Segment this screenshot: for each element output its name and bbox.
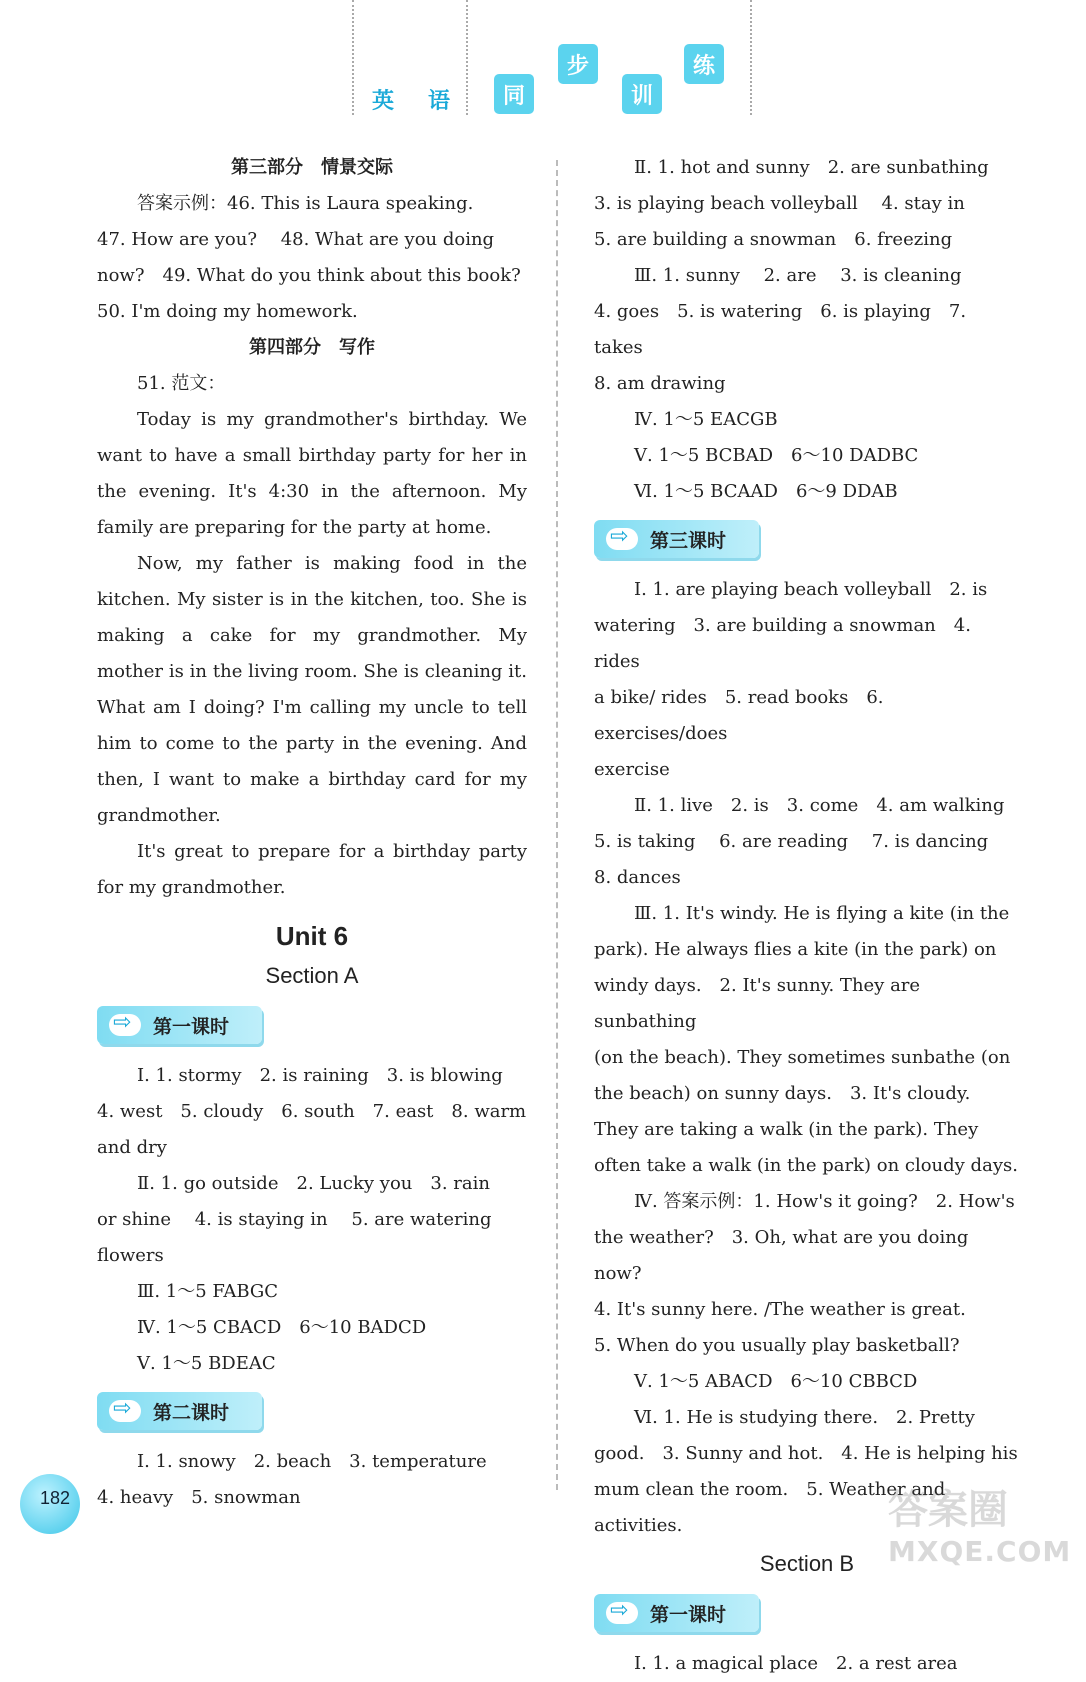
answer-line: Ⅲ. 1. It's windy. He is flying a kite (in the [634,903,1010,924]
answer-line: 5. is taking 6. are reading 7. is dancing [594,831,989,852]
answer-line: windy days. 2. It's sunny. They are sunbathing [594,975,921,1032]
answer-line: 8. am drawing [594,373,726,394]
answer-line: Ⅱ. 1. go outside 2. Lucky you 3. rain [137,1173,490,1194]
watermark-top: 答案圈 [888,1487,1008,1533]
section-a-title: Section A [265,963,359,988]
answer-line: Ⅰ. 1. a magical place 2. a rest area [634,1653,958,1674]
answer-line: park). He always flies a kite (in the park) on [594,939,997,960]
answer-line: Ⅵ. 1～5 BCAAD 6～9 DDAB [634,481,898,502]
answer-line: 4. west 5. cloudy 6. south 7. east 8. warm [97,1101,527,1122]
part3-line: 答案示例：46. This is Laura speaking. [137,193,474,214]
answer-line: 4. It's sunny here. /The weather is great. [594,1299,966,1320]
part3-heading: 第三部分 情景交际 [231,157,393,178]
answer-line: Ⅳ. 1～5 CBACD 6～10 BADCD [137,1317,427,1338]
header-rule-mid [466,0,468,115]
header-tile-4: 练 [684,44,724,84]
lesson-banner-label: 第二课时 [153,1401,230,1424]
answer-line: Ⅰ. 1. are playing beach volleyball 2. is [634,579,988,600]
left-column [97,150,527,1516]
lesson-banner-2 [97,1392,262,1430]
answer-line: Ⅴ. 1～5 ABACD 6～10 CBBCD [634,1371,918,1392]
page-header [0,0,1086,130]
arrow-right-icon [109,1014,141,1036]
watermark-logo [888,1478,1072,1588]
header-tile-3: 训 [622,74,662,114]
answer-line: Ⅴ. 1～5 BDEAC [137,1353,276,1374]
header-subject-char-1: 英 [372,89,395,114]
answer-line: or shine 4. is staying in 5. are watering [97,1209,492,1230]
part3-line: 50. I'm doing my homework. [97,301,358,322]
right-column [594,150,1020,1682]
answer-line: Ⅳ. 答案示例：1. How's it going? 2. How's [634,1191,1015,1212]
unit-title: Unit 6 [275,921,349,951]
header-rule-right [750,0,752,115]
answer-line: Ⅰ. 1. snowy 2. beach 3. temperature [137,1451,487,1472]
header-rule-left [352,0,354,115]
answer-line: 8. dances [594,867,681,888]
lesson-banner-label: 第三课时 [650,529,727,552]
header-tile-1: 同 [494,74,534,114]
section-b-title: Section B [759,1551,855,1576]
answer-line: flowers [97,1245,164,1266]
answer-line: watering 3. are building a snowman 4. rides [594,615,971,672]
answer-line: mum clean the room. 5. Weather and activities. [594,1479,946,1536]
answer-line: 4. goes 5. is watering 6. is playing 7. takes [594,301,967,358]
header-subject-char-2: 语 [428,89,451,114]
arrow-right-icon [606,528,638,550]
answer-line: Ⅵ. 1. He is studying there. 2. Pretty [634,1407,975,1428]
lesson-banner-label: 第一课时 [650,1603,727,1626]
essay-paragraph: It's great to prepare for a birthday party for my grandmother. [97,841,527,898]
answer-line: good. 3. Sunny and hot. 4. He is helping his [594,1443,1018,1464]
part3-line: 47. How are you? 48. What are you doing [97,229,495,250]
answer-line: the beach) on sunny days. 3. It's cloudy. [594,1083,971,1104]
answer-line: Ⅳ. 1～5 EACGB [634,409,778,430]
answer-line: Ⅱ. 1. live 2. is 3. come 4. am walking [634,795,1005,816]
header-tile-2: 步 [558,44,598,84]
answer-line: 5. When do you usually play basketball? [594,1335,960,1356]
arrow-right-icon [109,1400,141,1422]
essay-paragraph: Now, my father is making food in the kitchen. My sister is in the kitchen, too. She is making a cake for my grandmother. My mother is in the living room. She is cleaning it. What am I doing? I'm calling my uncle to tell him to come to the party in the evening. And then, I want to make a birthday card for my grandmother. [97,553,527,826]
arrow-right-icon [606,1602,638,1624]
answer-line: a bike/ rides 5. read books 6. exercises/does [594,687,884,744]
answer-line: They are taking a walk (in the park). They [594,1119,979,1140]
answer-line: Ⅴ. 1～5 BCBAD 6～10 DADBC [634,445,919,466]
answer-line: 3. is playing beach volleyball 4. stay in [594,193,965,214]
sample-label: 51. 范文： [137,373,226,394]
lesson-banner-label: 第一课时 [153,1015,230,1038]
answer-line: Ⅲ. 1. sunny 2. are 3. is cleaning [634,265,962,286]
part4-heading: 第四部分 写作 [249,337,375,358]
page-number-badge [20,1474,80,1534]
lesson-banner-3 [594,520,759,558]
lesson-banner-1 [97,1006,262,1044]
watermark-bottom: MXQE.COM [888,1535,1072,1568]
answer-line: Ⅱ. 1. hot and sunny 2. are sunbathing [634,157,989,178]
answer-line: (on the beach). They sometimes sunbathe (on [594,1047,1011,1068]
answer-line: 5. are building a snowman 6. freezing [594,229,953,250]
column-divider [556,160,558,1490]
answer-line: often take a walk (in the park) on cloudy days. [594,1155,1018,1176]
answer-line: Ⅰ. 1. stormy 2. is raining 3. is blowing [137,1065,503,1086]
answer-line: the weather? 3. Oh, what are you doing now? [594,1227,969,1284]
answer-line: exercise [594,759,670,780]
part3-line: now? 49. What do you think about this book? [97,265,521,286]
page-number: 182 [40,1488,71,1508]
answer-line: Ⅲ. 1～5 FABGC [137,1281,279,1302]
essay-paragraph: Today is my grandmother's birthday. We want to have a small birthday party for her in the evening. It's 4:30 in the afternoon. My family are preparing for the party at home. [97,409,527,538]
answer-line: and dry [97,1137,167,1158]
answer-line: 4. heavy 5. snowman [97,1487,301,1508]
